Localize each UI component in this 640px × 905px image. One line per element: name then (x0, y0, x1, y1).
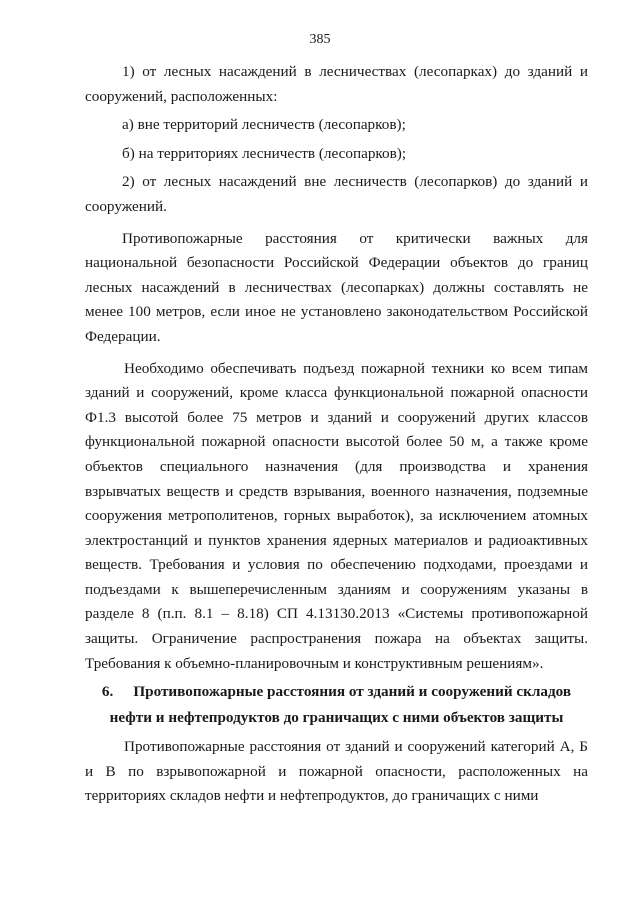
paragraph: Необходимо обеспечивать подъезд пожарной техники ко всем типам зданий и сооружений, кроме класса функциональной пожарной опасности Ф1.3 высотой более 75 метров и зданий и сооружений других классов функциональной пожарной опасности высотой более 50 м, а также кроме объектов специального назначения (для производства и хранения взрывчатых веществ и средств взрывания, военного назначения, подземные сооружения метрополитенов, горных выработок), за исключением атомных электростанций и пунктов хранения ядерных материалов и радиоактивных веществ. Требования и условия по обеспечению подходами, проездами и подъездами к вышеперечисленным зданиям и сооружениям указаны в разделе 8 (п.п. 8.1 – 8.18) СП 4.13130.2013 «Системы противопожарной защиты. Ограничение распространения пожара на объектах защиты. Требования к объемно-планировочным и конструктивным решениям». (85, 359, 588, 672)
paragraph: б) на территориях лесничеств (лесопарков); (122, 144, 407, 162)
paragraph: 2) от лесных насаждений вне лесничеств (лесопарков) до зданий и сооружений. (85, 173, 588, 215)
paragraph: 1) от лесных насаждений в лесничествах (лесопарках) до зданий и сооружений, расположенных: (85, 63, 588, 105)
section-heading (85, 679, 588, 731)
page-number: 385 (309, 32, 331, 47)
paragraph: Противопожарные расстояния от зданий и сооружений категорий А, Б и В по взрывопожарной и пожарной опасности, расположенных на территориях складов нефти и нефтепродуктов, до граничащих с ними (85, 738, 588, 805)
section-number: 6. (101, 683, 114, 701)
paragraph: Противопожарные расстояния от критически важных для национальной безопасности Российской Федерации объектов до границ лесных насаждений в лесничествах (лесопарках) должны составлять не менее 100 метров, если иное не установлено законодательством Российской Федерации. (85, 229, 588, 345)
document-body (85, 60, 588, 809)
section-title: Противопожарные расстояния от зданий и сооружений складов нефти и нефтепродуктов до граничащих с ними объектов защиты (109, 683, 572, 727)
paragraph: а) вне территорий лесничеств (лесопарков); (122, 116, 406, 134)
